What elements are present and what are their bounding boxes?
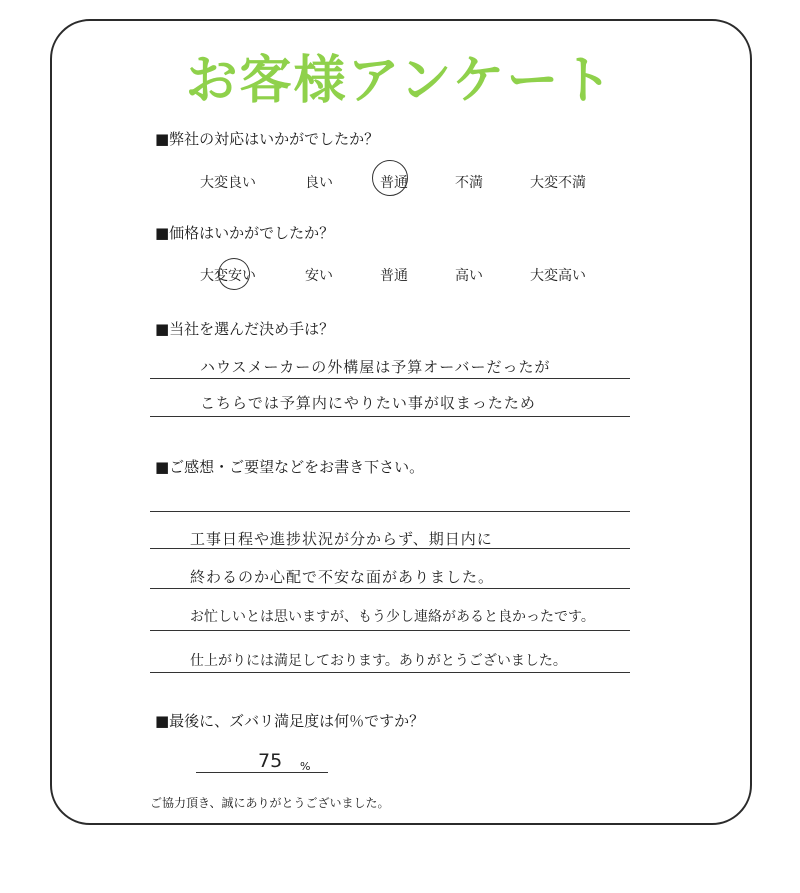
service-option-dissatisfied[interactable]: 不満 [455, 175, 483, 191]
satisfaction-unit: % [300, 760, 311, 773]
satisfaction-answer-line [196, 772, 328, 773]
comment-line-3: お忙しいとは思いますが、もう少し連絡があると良かったです。 [190, 609, 595, 625]
satisfaction-value: 75 [258, 750, 283, 772]
answer-rule [150, 630, 630, 631]
answer-rule [150, 548, 630, 549]
comment-line-2: 終わるのか心配で不安な面がありました。 [190, 568, 495, 586]
price-option-cheap[interactable]: 安い [305, 268, 333, 284]
deciding-factor-line-1: ハウスメーカーの外構屋は予算オーバーだったが [200, 358, 551, 376]
deciding-factor-line-2: こちらでは予算内にやりたい事が収まったため [200, 394, 536, 412]
answer-rule [150, 378, 630, 379]
price-option-very-expensive[interactable]: 大変高い [530, 268, 586, 284]
answer-rule [150, 511, 630, 512]
question-service: ■弊社の対応はいかがでしたか？ [155, 130, 380, 148]
price-option-expensive[interactable]: 高い [455, 268, 483, 284]
comment-line-1: 工事日程や進捗状況が分からず、期日内に [190, 530, 493, 548]
price-option-normal[interactable]: 普通 [380, 268, 408, 284]
question-comments: ■ご感想・ご要望などをお書き下さい。 [155, 458, 425, 476]
answer-rule [150, 588, 630, 589]
service-option-normal[interactable]: 普通 [380, 175, 408, 191]
service-selection-circle [372, 160, 408, 196]
survey-title: お客様アンケート [185, 51, 615, 111]
answer-rule [150, 416, 630, 417]
service-option-very-dissatisfied[interactable]: 大変不満 [530, 175, 586, 191]
service-option-very-good[interactable]: 大変良い [200, 175, 256, 191]
thanks-message: ご協力頂き、誠にありがとうございました。 [150, 796, 390, 810]
comment-line-4: 仕上がりには満足しております。ありがとうございました。 [190, 653, 567, 669]
price-option-very-cheap[interactable]: 大変安い [200, 268, 256, 284]
question-deciding-factor: ■当社を選んだ決め手は？ [155, 320, 335, 338]
answer-rule [150, 672, 630, 673]
service-option-good[interactable]: 良い [305, 175, 333, 191]
question-price: ■価格はいかがでしたか？ [155, 224, 335, 242]
question-satisfaction: ■最後に、ズバリ満足度は何％ですか？ [155, 712, 425, 730]
